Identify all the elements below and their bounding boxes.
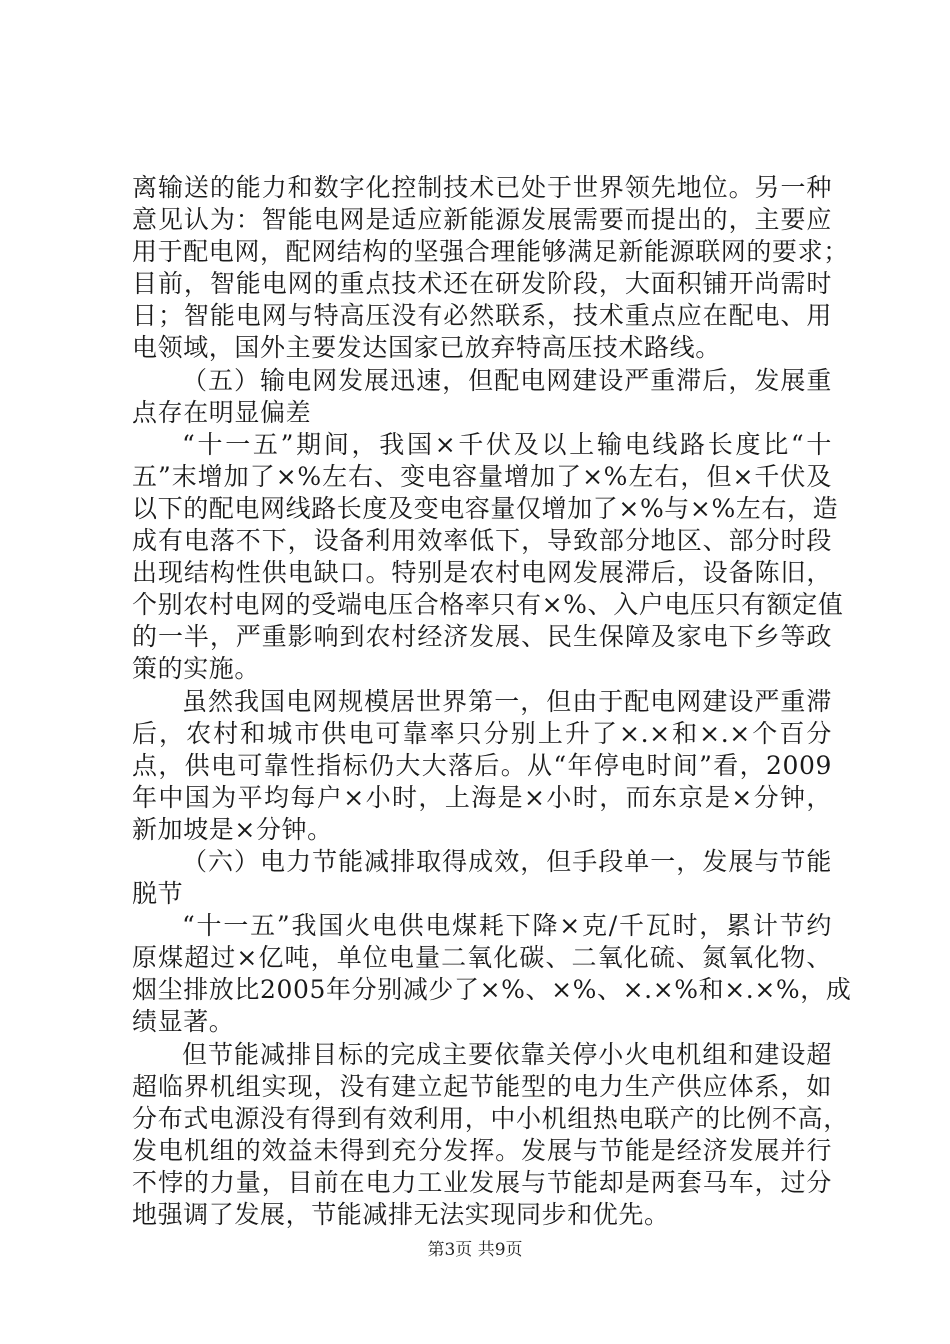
text-line: 点，供电可靠性指标仍大大落后。从“年停电时间”看，2009: [132, 750, 832, 780]
text-line: 年中国为平均每户×小时，上海是×小时，而东京是×分钟，: [132, 782, 832, 812]
text-line: 日；智能电网与特高压没有必然联系，技术重点应在配电、用: [132, 301, 832, 331]
text-line: 不悖的力量，目前在电力工业发展与节能却是两套马车，过分: [132, 1167, 832, 1197]
text-line: “十一五”期间，我国×千伏及以上输电线路长度比“十: [182, 429, 832, 459]
text-line: 虽然我国电网规模居世界第一，但由于配电网建设严重滞: [182, 686, 832, 716]
text-line: 电领域，国外主要发达国家已放弃特高压技术路线。: [132, 333, 721, 363]
text-line: 五”末增加了×%左右、变电容量增加了×%左右，但×千伏及: [132, 461, 832, 491]
text-line: 个别农村电网的受端电压合格率只有×%、入户电压只有额定值: [132, 590, 844, 620]
text-line: 出现结构性供电缺口。特别是农村电网发展滞后，设备陈旧，: [132, 558, 832, 588]
text-line: 用于配电网，配网结构的坚强合理能够满足新能源联网的要求；: [132, 237, 849, 267]
section-heading-5-cont: 点存在明显偏差: [132, 397, 312, 427]
text-line: 新加坡是×分钟。: [132, 814, 333, 844]
text-line: 原煤超过×亿吨，单位电量二氧化碳、二氧化硫、氮氧化物、: [132, 943, 832, 973]
text-line: 发电机组的效益未得到充分发挥。发展与节能是经济发展并行: [132, 1135, 832, 1165]
text-line: 超临界机组实现，没有建立起节能型的电力生产供应体系，如: [132, 1071, 832, 1101]
text-line: 策的实施。: [132, 654, 261, 684]
text-line: 意见认为：智能电网是适应新能源发展需要而提出的，主要应: [132, 205, 832, 235]
section-heading-6: （六）电力节能减排取得成效，但手段单一，发展与节能: [182, 846, 832, 876]
page-number: 第3页 共9页: [427, 1240, 523, 1260]
body-text: [132, 172, 852, 1231]
text-line: 后，农村和城市供电可靠率只分别上升了×.×和×.×个百分: [132, 718, 832, 748]
text-line: 分布式电源没有得到有效利用，中小机组热电联产的比例不高，: [132, 1103, 849, 1133]
text-line: 成有电落不下，设备利用效率低下，导致部分地区、部分时段: [132, 526, 832, 556]
text-line: 以下的配电网线路长度及变电容量仅增加了×%与×%左右，造: [132, 493, 839, 523]
text-line: 离输送的能力和数字化控制技术已处于世界领先地位。另一种: [132, 173, 832, 202]
text-line: 绩显著。: [132, 1007, 235, 1037]
section-heading-6-cont: 脱节: [132, 879, 184, 909]
text-line: “十一五”我国火电供电煤耗下降×克/千瓦时，累计节约: [182, 911, 832, 941]
text-line: 烟尘排放比2005年分别减少了×%、×%、×.×%和×.×%，成: [132, 975, 852, 1005]
text-line: 的一半，严重影响到农村经济发展、民生保障及家电下乡等政: [132, 622, 832, 652]
section-heading-5: （五）输电网发展迅速，但配电网建设严重滞后，发展重: [182, 365, 832, 395]
text-line: 但节能减排目标的完成主要依靠关停小火电机组和建设超: [182, 1039, 832, 1069]
text-line: 地强调了发展，节能减排无法实现同步和优先。: [132, 1200, 670, 1229]
text-line: 目前，智能电网的重点技术还在研发阶段，大面积铺开尚需时: [132, 269, 832, 299]
